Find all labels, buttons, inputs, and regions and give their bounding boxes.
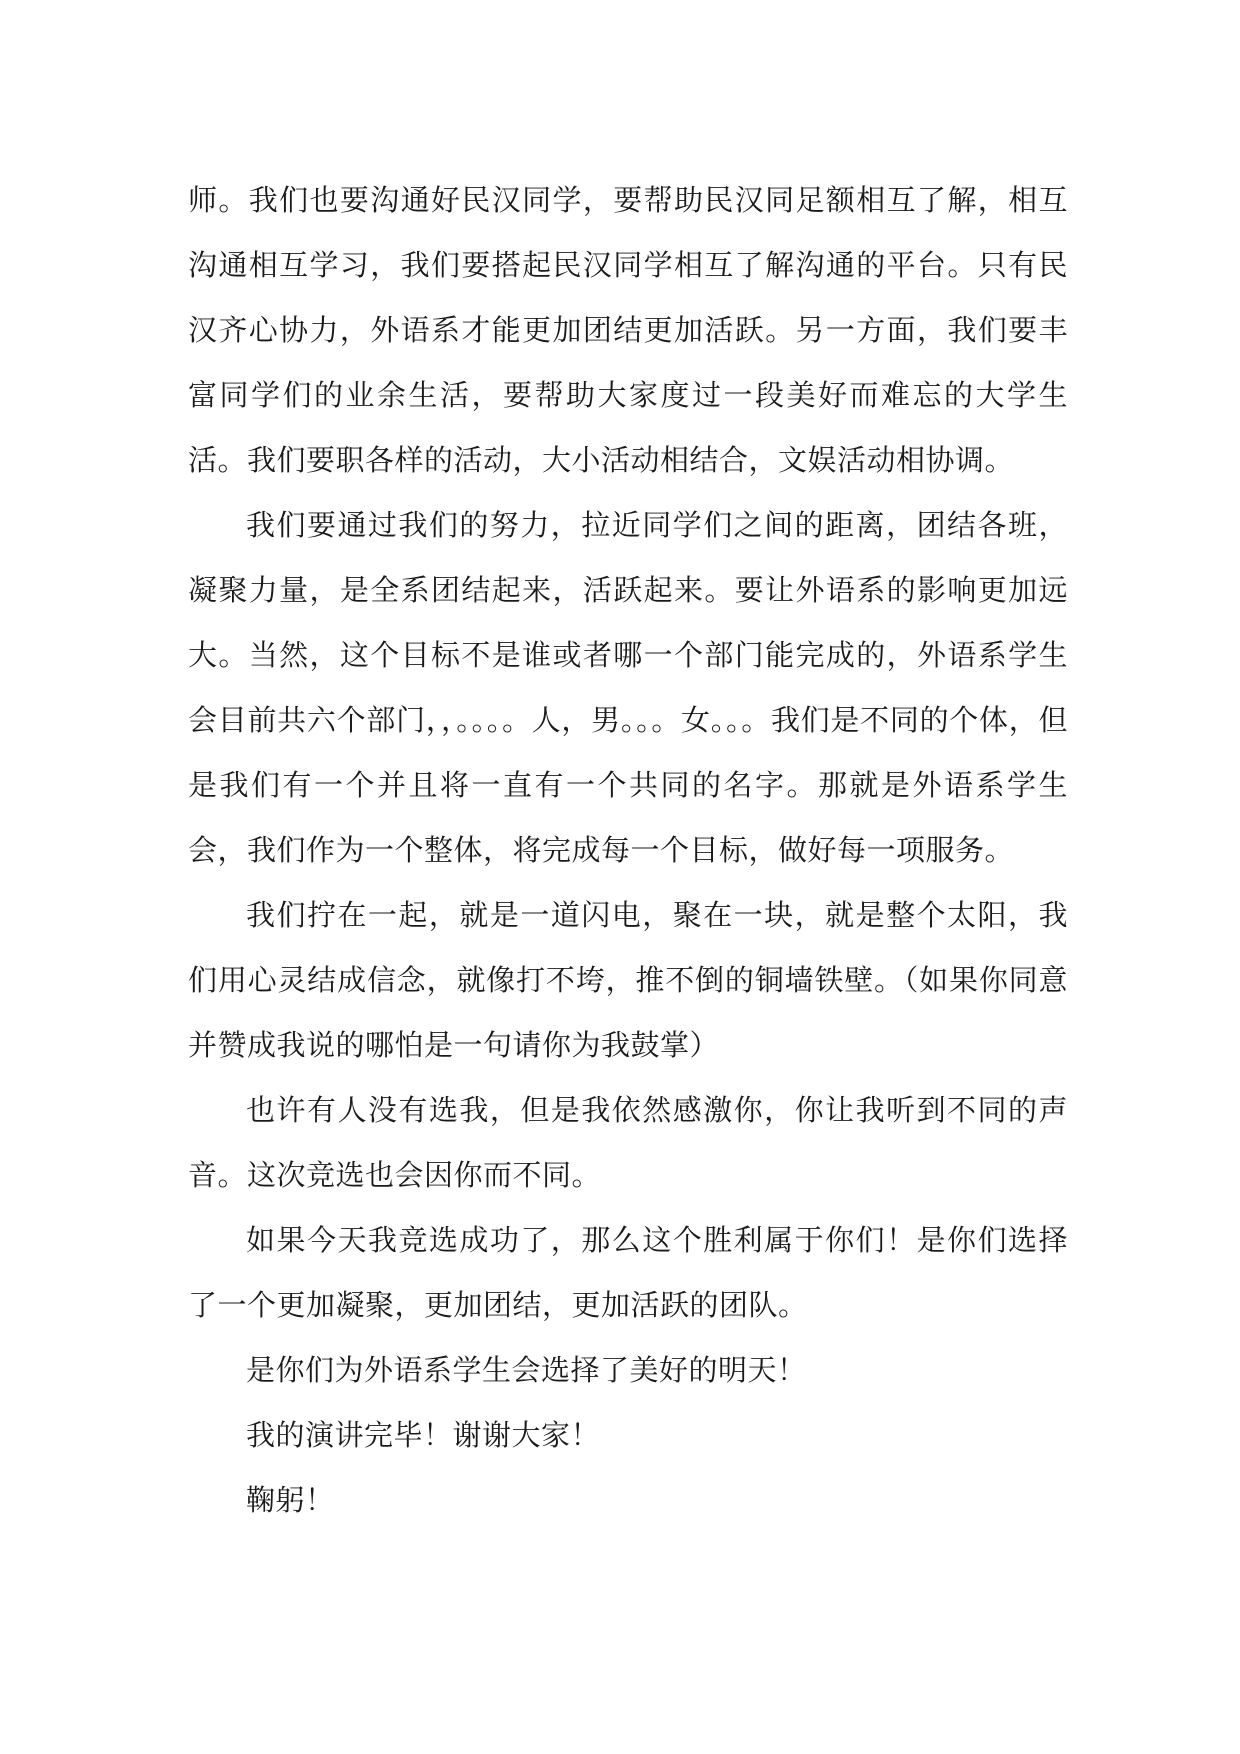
paragraph-bow: 鞠躬！ <box>246 1483 335 1517</box>
paragraph-lightning: 我们拧在一起，就是一道闪电，聚在一块，就是整个太阳，我们用心灵结成信念，就像打不垮，推不倒的铜墙铁壁。（如果你同意并赞成我说的哪怕是一句请你为我鼓掌） <box>188 898 1068 1062</box>
document-body <box>188 168 1068 1533</box>
paragraph-unity: 我们要通过我们的努力，拉近同学们之间的距离，团结各班，凝聚力量，是全系团结起来，活跃起来。要让外语系的影响更加远大。当然，这个目标不是谁或者哪一个部门能完成的，外语系学生会目前共六个部门，，。。。。人，男。。。女。。。我们是不同的个体，但是我们有一个并且将一直有一个共同的名字。那就是外语系学生会，我们作为一个整体，将完成每一个目标，做好每一项服务。 <box>188 508 1068 867</box>
paragraph-continuation: 师。我们也要沟通好民汉同学，要帮助民汉同足额相互了解，相互沟通相互学习，我们要搭起民汉同学相互了解沟通的平台。只有民汉齐心协力，外语系才能更加团结更加活跃。另一方面，我们要丰富同学们的业余生活，要帮助大家度过一段美好而难忘的大学生活。我们要职各样的活动，大小活动相结合，文娱活动相协调。 <box>188 183 1068 477</box>
paragraph-gratitude: 也许有人没有选我，但是我依然感激你，你让我听到不同的声音。这次竞选也会因你而不同。 <box>188 1093 1068 1192</box>
paragraph-thanks: 我的演讲完毕！谢谢大家！ <box>246 1418 601 1452</box>
paragraph-tomorrow: 是你们为外语系学生会选择了美好的明天！ <box>246 1353 807 1387</box>
paragraph-victory: 如果今天我竞选成功了，那么这个胜利属于你们！是你们选择了一个更加凝聚，更加团结，更加活跃的团队。 <box>188 1223 1068 1322</box>
